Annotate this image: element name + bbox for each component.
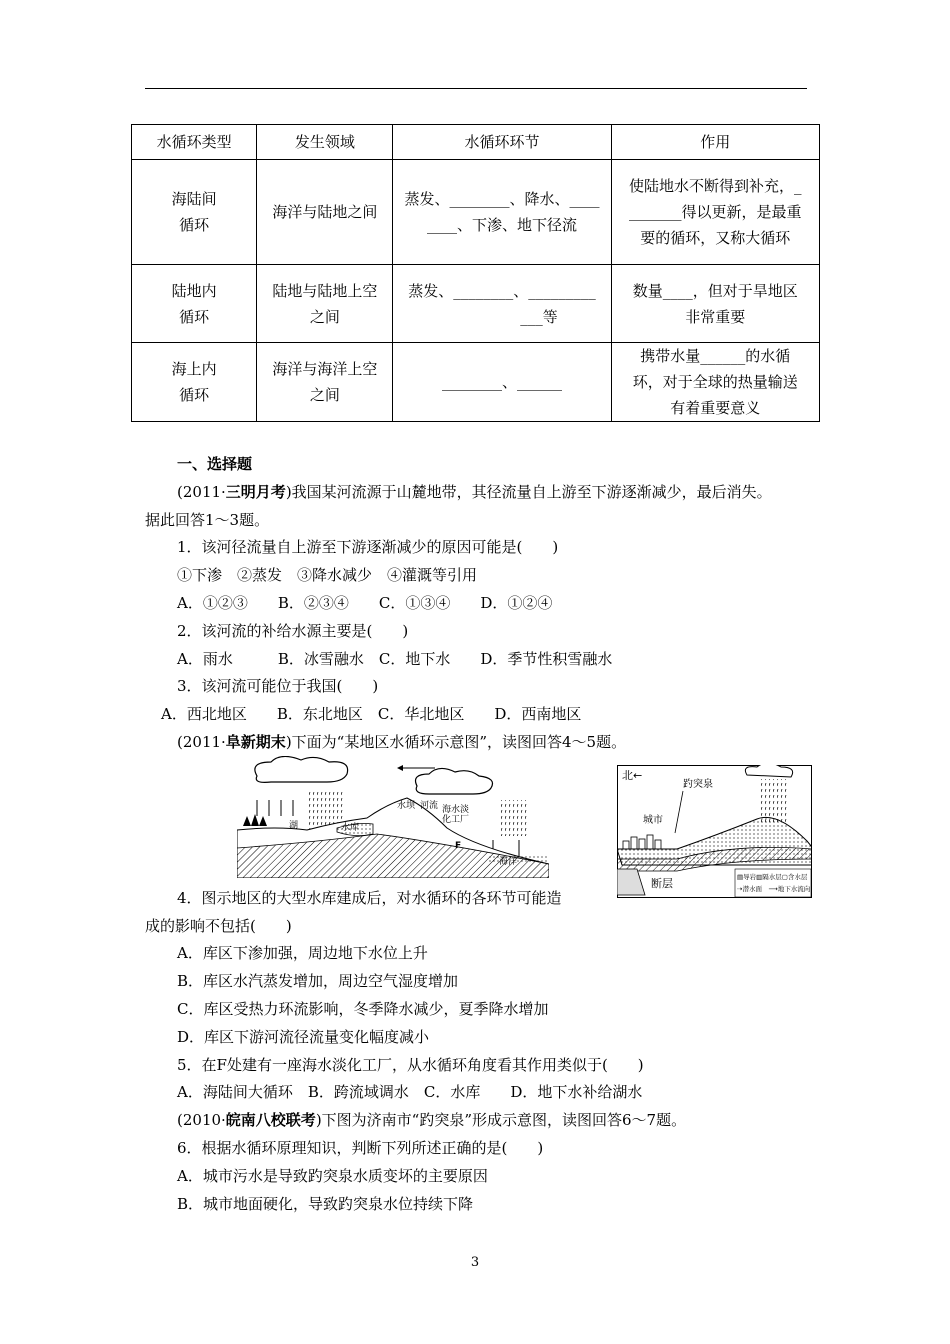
cell-line: 之间 — [309, 307, 340, 326]
cell-line: 环，对于全球的热量输送 — [632, 373, 798, 391]
cell-line: 海洋与海洋上空 — [272, 360, 378, 378]
q1-intro — [145, 479, 825, 507]
table-cell-links — [393, 160, 611, 265]
cell-line: 海洋与陆地之间 — [272, 203, 378, 221]
table-cell-links — [393, 265, 611, 343]
water-cycle-figure — [237, 756, 549, 878]
cell-line: 数量____，但对于旱地区 — [632, 281, 798, 300]
q4-intro — [145, 729, 825, 757]
header-rule — [145, 88, 807, 89]
source-name: 三明月考 — [225, 482, 286, 501]
cell-line: 蒸发、________、_________ — [408, 281, 596, 300]
question-6: 6．根据水循环原理知识，判断下列所述正确的是( ) — [177, 1138, 544, 1157]
arrow-head — [397, 765, 403, 771]
table-cell-type — [132, 265, 257, 343]
cell-line: 之间 — [309, 386, 340, 404]
source-prefix: (2010· — [177, 1111, 226, 1130]
label-plant-2: 化工厂 — [442, 815, 470, 825]
cell-line: 携带水量______的水循 — [640, 347, 791, 365]
cell-line: 有着重要意义 — [670, 399, 761, 417]
question-2-options: A．雨水 B．冰雪融水 C．地下水 D．季节性积雪融水 — [177, 649, 613, 668]
table-cell-effect — [611, 343, 819, 422]
question-1: 1．该河径流量自上游至下游逐渐减少的原因可能是( ) — [177, 538, 559, 557]
table-cell-type — [132, 343, 257, 422]
intro-text: )下面为“某地区水循环示意图”，读图回答4～5题。 — [285, 732, 627, 751]
table-header-cell: 水循环类型 — [132, 125, 257, 160]
table-header-row — [132, 125, 820, 160]
cell-line: 循环 — [179, 386, 210, 404]
question-4-option-d: D．库区下游河流径流量变化幅度减小 — [177, 1027, 430, 1046]
table-cell-area — [257, 160, 393, 265]
source-name: 皖南八校联考 — [225, 1111, 316, 1130]
trees — [243, 814, 267, 826]
label-fault: 断层 — [651, 877, 673, 890]
sea-area — [487, 856, 549, 864]
question-5-options: A．海陆间大循环 B．跨流域调水 C．水库 D．地下水补给湖水 — [177, 1083, 643, 1102]
table-cell-type — [132, 160, 257, 265]
cloud — [745, 765, 792, 777]
cell-line: 海上内 — [171, 360, 217, 378]
table-cell-effect — [611, 160, 819, 265]
table-header-cell: 作用 — [611, 125, 819, 160]
page-number: 3 — [470, 1255, 480, 1270]
source-prefix: (2011· — [177, 732, 226, 751]
question-4-option-a: A．库区下渗加强，周边地下水位上升 — [177, 944, 428, 963]
label-dam: 水坝 — [397, 801, 416, 811]
table-row — [132, 343, 820, 422]
cell-line: 蒸发、________、降水、____ — [404, 190, 600, 208]
question-4-line1: 4．图示地区的大型水库建成后，对水循环的各环节可能造 — [177, 888, 562, 907]
table-row — [132, 265, 820, 343]
water-cycle-table — [131, 124, 820, 422]
table-cell-links — [393, 343, 611, 422]
intro-text: )我国某河流源于山麓地带，其径流量自上游至下游逐渐减少，最后消失。 — [285, 482, 772, 501]
cloud-right — [416, 768, 493, 794]
cell-line: 非常重要 — [685, 307, 746, 326]
section-title: 一、选择题 — [177, 455, 253, 473]
label-spring: 趵突泉 — [683, 779, 713, 790]
label-north: 北← — [622, 769, 643, 782]
q1-intro-line2: 据此回答1～3题。 — [145, 510, 270, 529]
question-3: 3．该河流可能位于我国( ) — [177, 677, 379, 696]
legend-line-2: ⇢潜水面 ⟶地下水流向 — [737, 885, 811, 893]
table-cell-area — [257, 265, 393, 343]
cell-line: 要的循环，又称大循环 — [640, 229, 791, 247]
cell-line: 循环 — [179, 307, 210, 326]
label-river: 河流 — [420, 801, 439, 811]
cell-line: ____、下渗、地下径流 — [426, 216, 577, 234]
table-cell-effect — [611, 265, 819, 343]
cell-line: 循环 — [179, 216, 210, 234]
question-6-option-b: B．城市地面硬化，导致趵突泉水位持续下降 — [177, 1194, 474, 1213]
cell-line: 陆地内 — [171, 281, 217, 300]
question-4-line2: 成的影响不包括( ) — [145, 916, 292, 935]
legend-line-1: ▤导岩▥隔水层▢含水层 — [737, 873, 808, 881]
question-4-option-b: B．库区水汽蒸发增加，周边空气湿度增加 — [177, 972, 459, 991]
question-6-option-a: A．城市污水是导致趵突泉水质变坏的主要原因 — [177, 1166, 488, 1185]
source-prefix: (2011· — [177, 482, 226, 501]
question-2: 2．该河流的补给水源主要是( ) — [177, 621, 409, 640]
cell-line: ________、______ — [441, 373, 562, 391]
table-header-cell: 发生领域 — [257, 125, 393, 160]
cloud-left — [255, 756, 348, 782]
label-lake: 湖 — [289, 821, 299, 831]
table-row — [132, 160, 820, 265]
q6-intro — [145, 1107, 825, 1135]
question-1-items: ①下渗 ②蒸发 ③降水减少 ④灌溉等引用 — [177, 566, 478, 585]
cell-line: _______得以更新，是最重 — [629, 203, 802, 221]
rain-right — [499, 800, 529, 836]
label-reservoir: 水库 — [341, 823, 360, 833]
question-4-option-c: C．库区受热力环流影响，冬季降水减少，夏季降水增加 — [177, 999, 549, 1018]
cell-line: ___等 — [520, 307, 558, 326]
table-cell-area — [257, 343, 393, 422]
intro-text: )下图为济南市“趵突泉”形成示意图，读图回答6～7题。 — [315, 1111, 687, 1130]
source-name: 阜新期末 — [225, 732, 286, 751]
label-plant-1: 海水淡 — [442, 805, 470, 815]
question-5: 5．在F处建有一座海水淡化工厂，从水循环角度看其作用类似于( ) — [177, 1055, 644, 1074]
cell-line: 使陆地水不断得到补充，_ — [629, 177, 802, 195]
cell-line: 陆地与陆地上空 — [272, 281, 378, 300]
question-1-options: A．①②③ B．②③④ C．①③④ D．①②④ — [177, 593, 553, 612]
label-sea: 海洋 — [499, 857, 518, 867]
cell-line: 海陆间 — [171, 190, 217, 208]
rain — [759, 779, 787, 823]
label-city: 城市 — [643, 815, 663, 826]
table-header-cell: 水循环环节 — [393, 125, 611, 160]
label-f: F — [455, 841, 462, 851]
baotu-spring-figure — [617, 765, 812, 898]
question-3-options: A．西北地区 B．东北地区 C．华北地区 D．西南地区 — [161, 705, 582, 724]
